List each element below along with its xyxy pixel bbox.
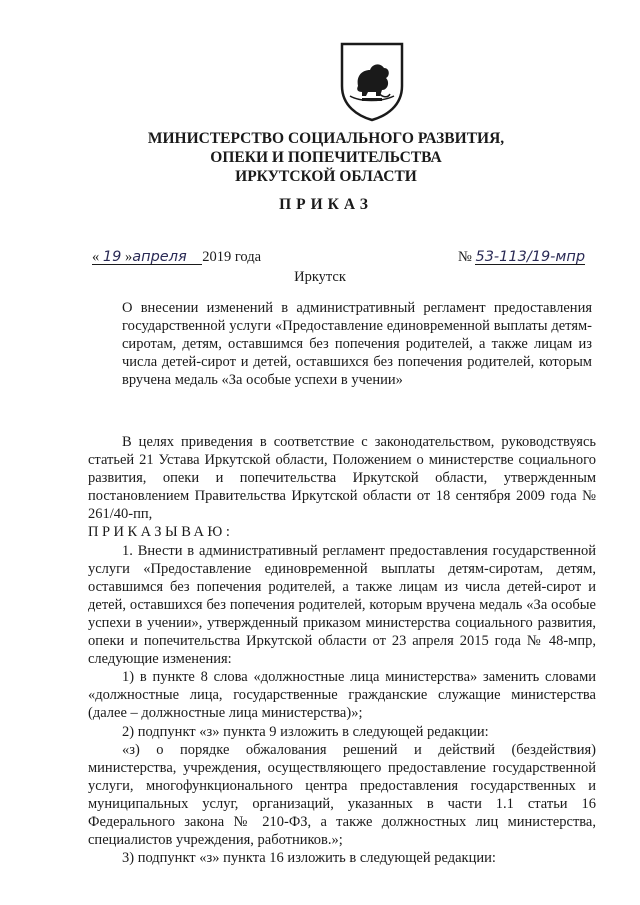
subitem-2: 2) подпункт «з» пункта 9 изложить в следующей редакции: [122, 723, 489, 740]
ministry-name-line-3: ИРКУТСКОЙ ОБЛАСТИ [235, 168, 417, 185]
order-number [458, 249, 585, 266]
date-open-quote: « [92, 249, 100, 265]
date-day-field [92, 250, 132, 265]
number-value: 53-113/19-мпр [475, 249, 586, 265]
ministry-name-line-1: МИНИСТЕРСТВО СОЦИАЛЬНОГО РАЗВИТИЯ, [147, 130, 505, 147]
ministry-name [130, 129, 522, 186]
coat-of-arms-icon [338, 40, 406, 122]
city: Иркутск [294, 269, 346, 285]
order-body [88, 433, 596, 867]
number-prefix: № [458, 249, 472, 265]
order-subject: О внесении изменений в административный регламент предоставления государственной услуги «Предоставление единовременной выплаты детям-сиротам, детям, оставшимся без попечения родителей, а также лицам из числа детей-сирот и детей, оставшихся без попечения родителей, которым вручена медаль «За особые успехи в учении» [122, 300, 592, 388]
order-title: ПРИКАЗ [279, 196, 373, 213]
order-date [92, 249, 261, 266]
preamble: В целях приведения в соответствие с законодательством, руководствуясь статьей 21 Устава Иркутской области, Положением о министерстве социального развития, опеки и попечительства Иркутской области, утвержденным постановлением Правительства Иркутской области от 18 сентября 2009 года № 261/40-пп, [88, 434, 596, 523]
subitem-3: 3) подпункт «з» пункта 16 изложить в следующей редакции: [122, 850, 496, 867]
date-close-quote: » [124, 249, 133, 265]
ministry-name-line-2: ОПЕКИ И ПОПЕЧИТЕЛЬСТВА [210, 149, 442, 166]
date-year: 2019 года [202, 249, 262, 265]
order-word: ПРИКАЗЫВАЮ: [88, 524, 234, 541]
subitem-2-text: «з) о порядке обжалования решений и действий (бездействия) министерства, учреждения, осуществляющего предоставление государственной услуги, многофункционального центра предоставления государственных и муниципальных услуг, организаций, указанных в части 1.1 статьи 16 Федерального закона № 210-ФЗ, а также должностных лиц министерства, специалистов учреждения, работников.»; [88, 741, 596, 849]
date-month: апреля [132, 250, 202, 265]
subitem-1: 1) в пункте 8 слова «должностные лица министерства» заменить словами «должностные лица, государственные гражданские служащие министерства (далее – должностные лица министерства)»; [88, 669, 596, 722]
date-day: 19 [102, 249, 122, 265]
item-1: 1. Внести в административный регламент предоставления государственной услуги «Предоставление единовременной выплаты детям-сиротам, детям, оставшимся без попечения родителей, а также лицам из числа детей-сирот и детей, оставшихся без попечения родителей, которым вручена медаль «За особые успехи в учении», утвержденный приказом министерства социального развития, опеки и попечительства Иркутской области от 23 апреля 2015 года № 48-мпр, следующие изменения: [88, 542, 596, 668]
